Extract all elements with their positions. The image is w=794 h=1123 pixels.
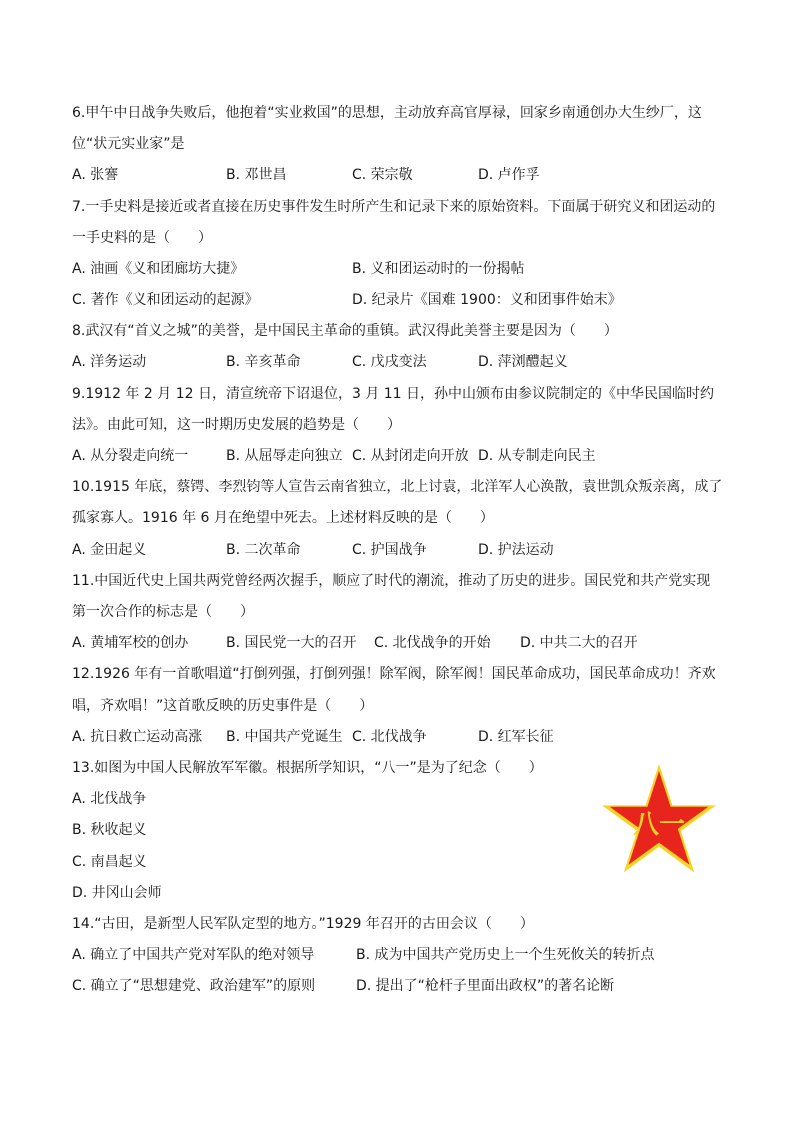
question-8-option-d: D. 萍浏醴起义 bbox=[478, 354, 568, 370]
question-9-line-1: 9.1912 年 2 月 12 日，清宣统帝下诏退位，3 月 11 日，孙中山颁布由参议院制定的《中华民国临时约 bbox=[72, 386, 715, 402]
question-10-line-2: 孤家寡人。1916 年 6 月在绝望中死去。上述材料反映的是（ ） bbox=[72, 510, 494, 526]
question-12-option-b: B. 中国共产党诞生 bbox=[226, 729, 343, 745]
question-10-line-1: 10.1915 年底，蔡锷、李烈钧等人宣告云南省独立，北上讨袁，北洋军人心涣散，袁世凯众叛亲离，成了 bbox=[72, 479, 723, 495]
question-13-option-c: C. 南昌起义 bbox=[72, 854, 147, 870]
question-12-line-1: 12.1926 年有一首歌唱道“打倒列强，打倒列强！除军阀，除军阀！国民革命成功，国民革命成功！齐欢 bbox=[72, 666, 716, 682]
question-7-option-d: D. 纪录片《国难 1900：义和团事件始末》 bbox=[352, 292, 622, 308]
question-7-option-b: B. 义和团运动时的一份揭帖 bbox=[352, 261, 525, 277]
question-11-option-d: D. 中共二大的召开 bbox=[520, 635, 638, 651]
question-9-option-b: B. 从屈辱走向独立 bbox=[226, 448, 343, 464]
question-6-option-b: B. 邓世昌 bbox=[226, 167, 287, 183]
question-11-option-c: C. 北伐战争的开始 bbox=[374, 635, 491, 651]
question-13-option-b: B. 秋收起义 bbox=[72, 822, 147, 838]
question-7-option-c: C. 著作《义和团运动的起源》 bbox=[72, 292, 259, 308]
question-12-line-2: 唱，齐欢唱！”这首歌反映的历史事件是（ ） bbox=[72, 698, 374, 714]
question-14-option-d: D. 提出了“枪杆子里面出政权”的著名论断 bbox=[356, 978, 615, 994]
question-9-line-2: 法》。由此可知，这一时期历史发展的趋势是（ ） bbox=[72, 417, 401, 433]
question-11-option-a: A. 黄埔军校的创办 bbox=[72, 635, 189, 651]
question-7-option-a: A. 油画《义和团廊坊大捷》 bbox=[72, 261, 245, 277]
question-9-option-d: D. 从专制走向民主 bbox=[478, 448, 596, 464]
question-11-option-b: B. 国民党一大的召开 bbox=[226, 635, 357, 651]
question-7-line-1: 7.一手史料是接近或者直接在历史事件发生时所产生和记录下来的原始资料。下面属于研究义和团运动的 bbox=[72, 199, 716, 215]
question-8-line-1: 8.武汉有“首义之城”的美誉，是中国民主革命的重镇。武汉得此美誉主要是因为（ ） bbox=[72, 323, 618, 339]
question-13-option-d: D. 井冈山会师 bbox=[72, 885, 162, 901]
question-13-option-a: A. 北伐战争 bbox=[72, 791, 147, 807]
question-9-option-c: C. 从封闭走向开放 bbox=[352, 448, 469, 464]
question-14-line-1: 14.“古田，是新型人民军队定型的地方。”1929 年召开的古田会议（ ） bbox=[72, 916, 534, 932]
question-12-option-c: C. 北伐战争 bbox=[352, 729, 427, 745]
question-14-option-c: C. 确立了“思想建党、政治建军”的原则 bbox=[72, 978, 316, 994]
question-6-option-c: C. 荣宗敬 bbox=[352, 167, 413, 183]
question-10-option-a: A. 金田起义 bbox=[72, 542, 147, 558]
question-9-option-a: A. 从分裂走向统一 bbox=[72, 448, 189, 464]
emblem-bayi-text: 八一 bbox=[632, 810, 686, 840]
question-6-line-1: 6.甲午中日战争失败后，他抱着“实业救国”的思想，主动放弃高官厚禄，回家乡南通创办大生纱厂，这 bbox=[72, 105, 702, 121]
question-7-line-2: 一手史料的是（ ） bbox=[72, 230, 212, 246]
question-11-line-2: 第一次合作的标志是（ ） bbox=[72, 604, 254, 620]
question-14-option-b: B. 成为中国共产党历史上一个生死攸关的转折点 bbox=[356, 947, 655, 963]
question-8-option-c: C. 戊戌变法 bbox=[352, 354, 427, 370]
question-12-option-a: A. 抗日救亡运动高涨 bbox=[72, 729, 203, 745]
question-10-option-c: C. 护国战争 bbox=[352, 542, 427, 558]
pla-emblem-image bbox=[598, 760, 720, 878]
question-6-option-d: D. 卢作孚 bbox=[478, 167, 540, 183]
question-11-line-1: 11.中国近代史上国共两党曾经两次握手，顺应了时代的潮流，推动了历史的进步。国民党和共产党实现 bbox=[72, 573, 711, 589]
question-14-option-a: A. 确立了中国共产党对军队的绝对领导 bbox=[72, 947, 315, 963]
question-8-option-a: A. 洋务运动 bbox=[72, 354, 147, 370]
question-13-line-1: 13.如图为中国人民解放军军徽。根据所学知识，“八一”是为了纪念（ ） bbox=[72, 760, 543, 776]
question-6-line-2: 位“状元实业家”是 bbox=[72, 136, 185, 152]
question-8-option-b: B. 辛亥革命 bbox=[226, 354, 301, 370]
question-10-option-b: B. 二次革命 bbox=[226, 542, 301, 558]
question-12-option-d: D. 红军长征 bbox=[478, 729, 554, 745]
question-10-option-d: D. 护法运动 bbox=[478, 542, 554, 558]
question-6-option-a: A. 张謇 bbox=[72, 167, 119, 183]
